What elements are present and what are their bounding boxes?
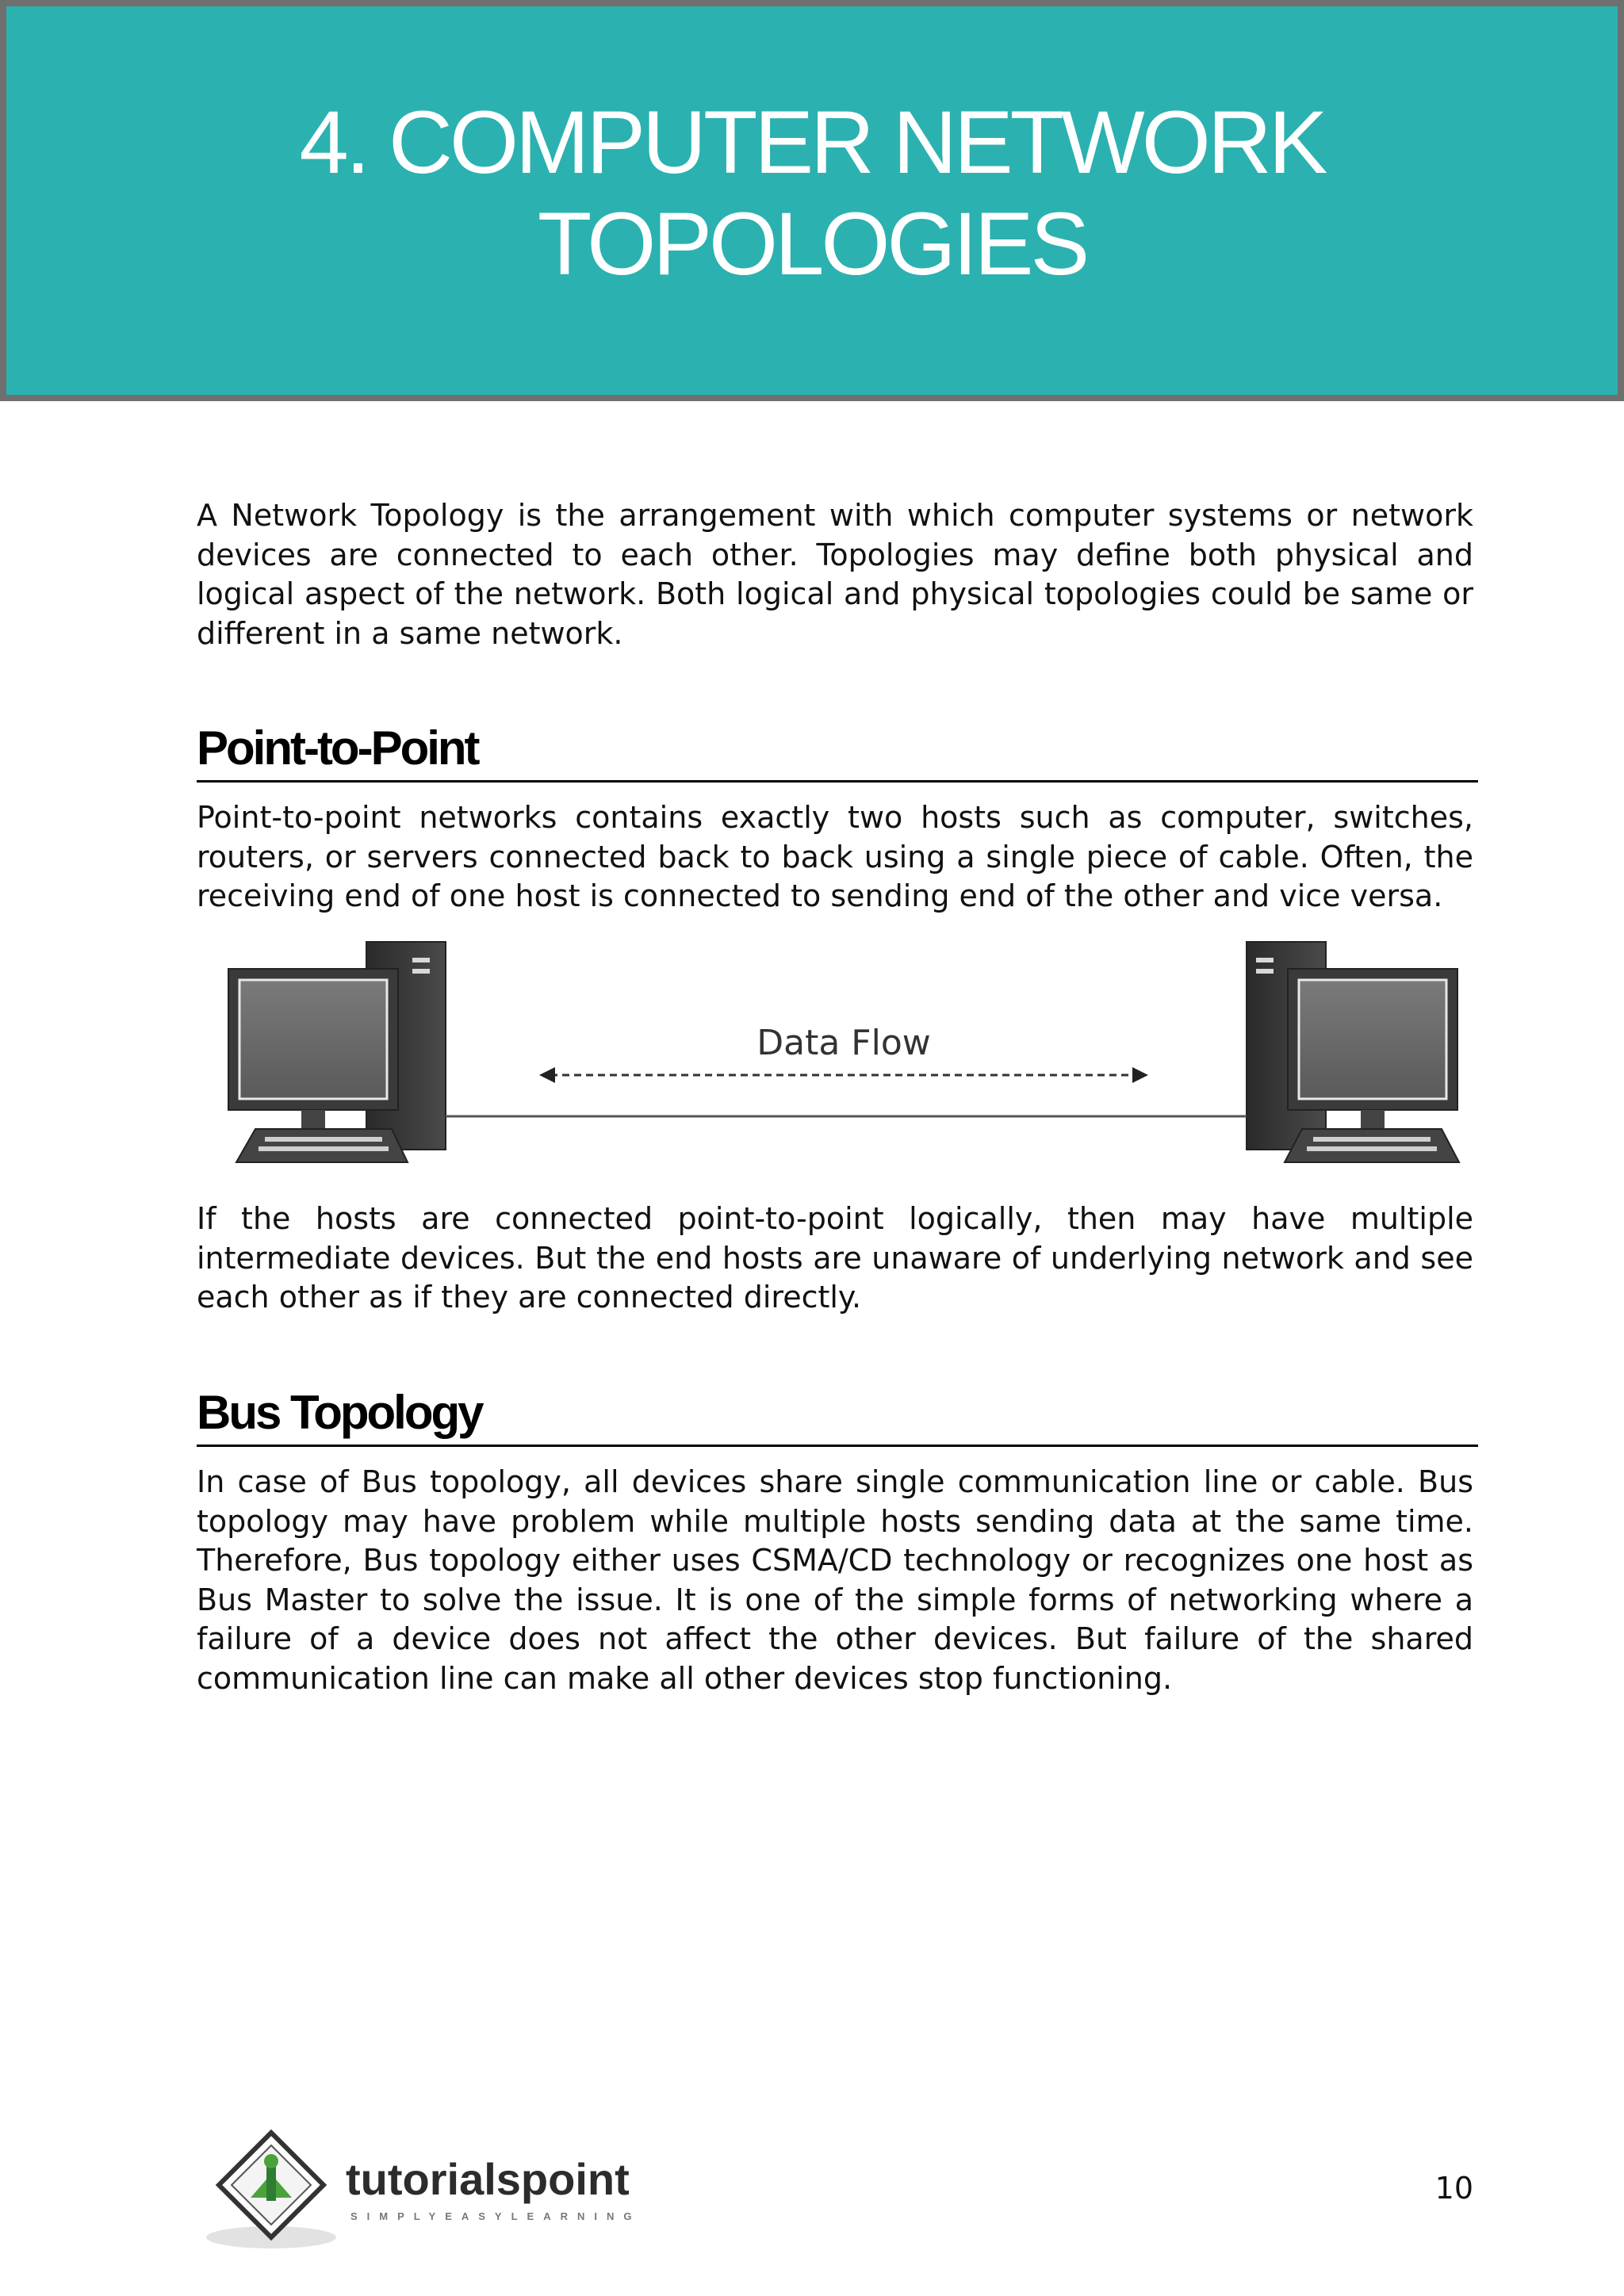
logo-brand-text: tutorialspoint [346,2154,630,2204]
intro-paragraph: A Network Topology is the arrangement with which computer systems or network devices are connected to each other. Topologies may define both physical and logical aspect of the network. Both logical and physical topologies could be same or different in a same network. [197,498,1473,651]
page-number: 10 [1434,2171,1473,2206]
arrow-left-head-icon [539,1067,555,1083]
data-flow-label: Data Flow [756,1023,931,1063]
left-computer-icon [228,942,446,1162]
logo-svg [203,2122,726,2256]
point-to-point-logical-paragraph: If the hosts are connected point-to-point logically, then may have multiple intermediate devices. But the end hosts are unaware of underlying network and see each other as if they are connected directly. [197,1201,1473,1314]
point-to-point-diagram [208,936,1489,1173]
point-to-point-paragraph: Point-to-point networks contains exactly two hosts such as computer, switches, routers, or servers connected back to back using a single piece of cable. Often, the receiving end of one host is connected to sending end of the other and vice versa. [197,800,1473,913]
arrow-right-head-icon [1132,1067,1148,1083]
chapter-banner [0,0,1624,401]
section-heading-bus-topology: Bus Topology [197,1384,1478,1447]
chapter-title-line-2: TOPOLOGIES [537,194,1087,293]
bus-topology-paragraph: In case of Bus topology, all devices share single communication line or cable. Bus topology may have problem while multiple hosts sending data at the same time. Therefore, Bus topology either uses CSMA/CD technology or recognizes one host as Bus Master to solve the issue. It is one of the simple forms of networking where a failure of a device does not affect the other devices. But failure of the shared communication line can make all other devices stop functioning. [197,1464,1473,1696]
chapter-title [6,92,1618,295]
chapter-title-line-1: 4. COMPUTER NETWORK [299,93,1325,192]
tutorialspoint-logo [203,2122,726,2256]
logo-tagline-text: SIMPLYEASYLEARNING [350,2210,642,2222]
right-computer-icon [1247,942,1459,1162]
section-heading-point-to-point: Point-to-Point [197,720,1478,783]
diagram-svg [208,936,1489,1173]
